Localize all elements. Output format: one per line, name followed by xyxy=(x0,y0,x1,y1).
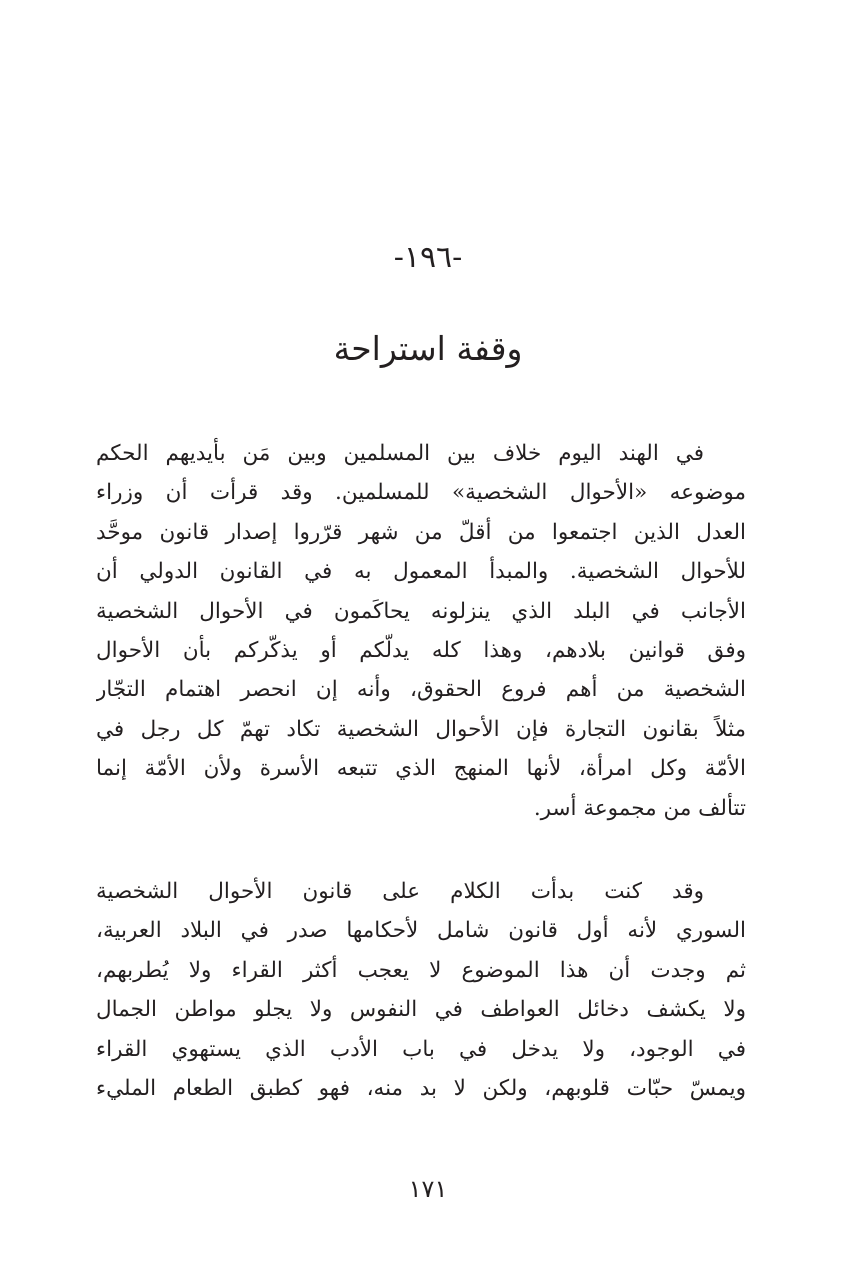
paragraph-line: في الوجود، ولا يدخل في باب الأدب الذي يستهوي القراء xyxy=(96,1036,746,1062)
paragraph-line: في الهند اليوم خلاف بين المسلمين وبين مَن بأيديهم الحكم xyxy=(96,441,704,466)
paragraph-line: الشخصية من أهم فروع الحقوق، وأنه إن انحصر اهتمام التجّار xyxy=(96,677,746,703)
paragraph-line: مثلاً بقانون التجارة فإن الأحوال الشخصية تكاد تهمّ كل رجل في xyxy=(96,716,746,742)
page-number: ١٧١ xyxy=(408,1175,448,1203)
paragraph-line: الأجانب في البلد الذي ينزلونه يحاكَمون في الأحوال الشخصية xyxy=(96,598,746,624)
paragraph-1 xyxy=(96,434,746,828)
paragraph-line: وفق قوانين بلادهم، وهذا كله يدلّكم أو يذكّركم بأن الأحوال xyxy=(96,637,746,663)
paragraph-line: السوري لأنه أول قانون شامل لأحكامها صدر في البلاد العربية، xyxy=(96,918,746,944)
article-title: وقفة استراحة xyxy=(333,329,523,368)
paragraph-line: موضوعه «الأحوال الشخصية» للمسلمين. وقد قرأت أن وزراء xyxy=(96,480,746,506)
paragraph-line: ولا يكشف دخائل العواطف في النفوس ولا يجلو مواطن الجمال xyxy=(96,997,746,1023)
paragraph-line: الأمّة وكل امرأة، لأنها المنهج الذي تتبعه الأسرة ولأن الأمّة إنما xyxy=(96,756,746,782)
paragraph-2 xyxy=(96,872,746,1108)
paragraph-line: تتألف من مجموعة أسر. xyxy=(533,795,746,821)
article-number: -١٩٦- xyxy=(393,240,463,275)
paragraph-line: للأحوال الشخصية. والمبدأ المعمول به في القانون الدولي أن xyxy=(96,559,746,585)
paragraph-line: العدل الذين اجتمعوا من أقلّ من شهر قرّروا إصدار قانون موحَّد xyxy=(96,519,746,545)
paragraph-line: وقد كنت بدأت الكلام على قانون الأحوال الشخصية xyxy=(96,879,704,904)
paragraph-line: ثم وجدت أن هذا الموضوع لا يعجب أكثر القراء ولا يُطربهم، xyxy=(96,957,746,983)
paragraph-line: ويمسّ حبّات قلوبهم، ولكن لا بد منه، فهو كطبق الطعام المليء xyxy=(96,1075,746,1101)
